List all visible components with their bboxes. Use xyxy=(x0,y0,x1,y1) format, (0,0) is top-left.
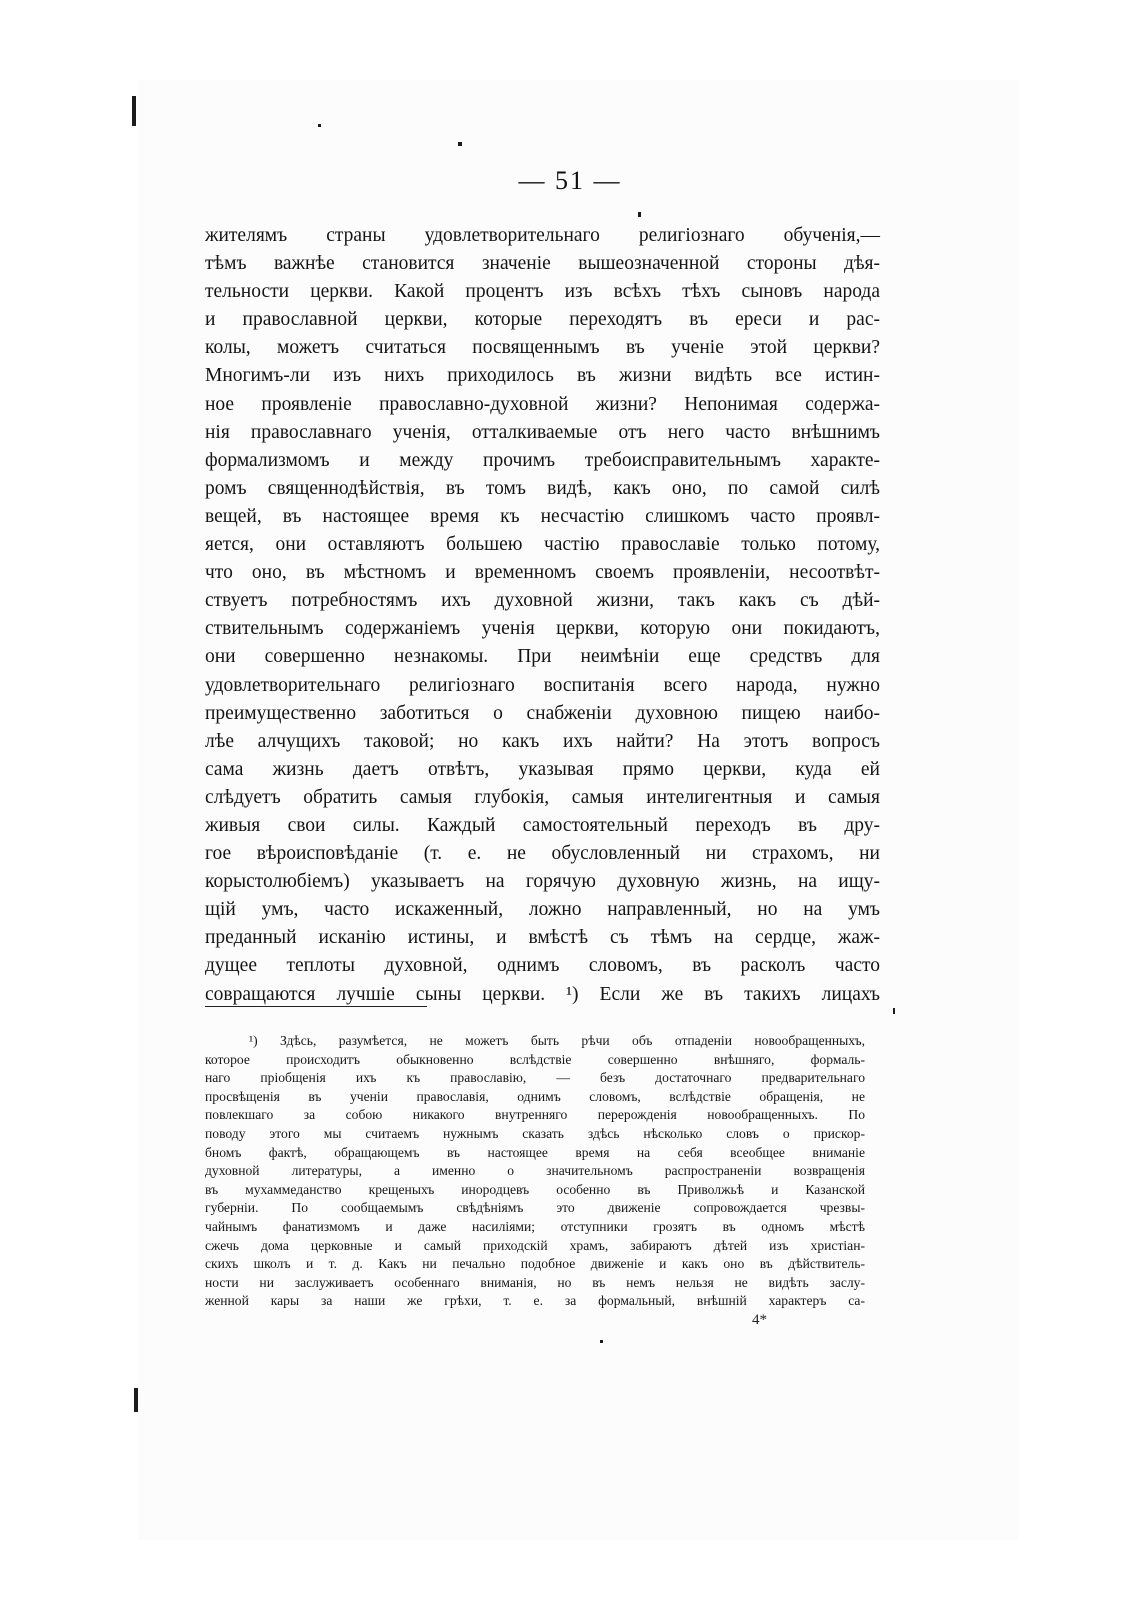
footnote-line: въ мухаммеданство крещеныхъ инородцевъ особенно въ Приволжьѣ и Казанской xyxy=(205,1181,865,1197)
text-line: сама жизнь даетъ отвѣтъ, указывая прямо церкви, куда ей xyxy=(205,758,880,780)
text-line: что оно, въ мѣстномъ и временномъ своемъ проявленіи, несоотвѣт- xyxy=(205,562,880,584)
text-line: слѣдуетъ обратить самыя глубокія, самыя интелигентныя и самыя xyxy=(205,786,880,808)
text-line: жителямъ страны удовлетворительнаго религіознаго обученія,— xyxy=(205,225,880,246)
footnote-line: наго пріобщенія ихъ къ православію, — безъ достаточнаго предварительнаго xyxy=(205,1070,865,1086)
scan-mark-bottom-left xyxy=(134,1388,138,1412)
text-line: преданный исканію истины, и вмѣстѣ съ тѣмъ на сердце, жаж- xyxy=(205,927,880,949)
scan-dot xyxy=(318,124,321,127)
text-line: совращаются лучшіе сыны церкви. ¹) Если же въ такихъ лицахъ xyxy=(205,983,880,1005)
text-line: колы, можетъ считаться посвященнымъ въ ученіе этой церкви? xyxy=(205,337,880,359)
text-line: Многимъ-ли изъ нихъ приходилось въ жизни видѣть все истин- xyxy=(205,365,880,387)
footnote-line: бномъ фактѣ, обращающемъ въ настоящее время на себя всеобщее вниманіе xyxy=(205,1144,865,1160)
footnote-line: губерніи. По сообщаемымъ свѣдѣніямъ это движеніе сопровождается чрезвы- xyxy=(205,1200,865,1216)
scan-dot xyxy=(638,212,641,217)
text-line: формализмомъ и между прочимъ требоисправительнымъ характе- xyxy=(205,449,880,471)
text-line: ствительнымъ содержаніемъ ученія церкви, которую они покидаютъ, xyxy=(205,618,880,640)
footnote-line: поводу этого мы считаемъ нужнымъ сказать здѣсь нѣсколько словъ о прискор- xyxy=(205,1125,865,1141)
footnote-line: сжечь дома церковные и самый приходскій храмъ, забираютъ дѣтей изъ христіан- xyxy=(205,1237,865,1253)
text-line: нія православнаго ученія, отталкиваемые отъ него часто внѣшнимъ xyxy=(205,421,880,443)
text-line: лѣе алчущихъ таковой; но какъ ихъ найти? На этотъ вопросъ xyxy=(205,730,880,752)
text-line: щій умъ, часто искаженный, ложно направленный, но на умъ xyxy=(205,899,880,921)
text-line: ромъ священнодѣйствія, въ томъ видѣ, какъ оно, по самой силѣ xyxy=(205,477,880,499)
footnote-line: духовной литературы, а именно о значительномъ распространеніи возвращенія xyxy=(205,1163,865,1179)
text-line: корыстолюбіемъ) указываетъ на горячую духовную жизнь, на ищу- xyxy=(205,871,880,893)
scan-dot xyxy=(458,142,462,146)
scan-dot xyxy=(893,1008,895,1014)
footnote-line: которое происходитъ обыкновенно вслѣдствіе совершенно внѣшняго, формаль- xyxy=(205,1051,865,1067)
footnote-line: женной кары за наши же грѣхи, т. е. за формальный, внѣшній характеръ са- xyxy=(205,1293,865,1309)
text-line: они совершенно незнакомы. При неимѣніи еще средствъ для xyxy=(205,646,880,668)
scan-mark-top-left xyxy=(132,96,136,126)
text-line: тѣмъ важнѣе становится значеніе вышеозначенной стороны дѣя- xyxy=(205,253,880,275)
page-number: — 51 — xyxy=(518,166,622,195)
text-line: дущее теплоты духовной, однимъ словомъ, въ расколъ часто xyxy=(205,955,880,977)
footnote-line: чайнымъ фанатизмомъ и даже насиліями; отступники грозятъ въ одномъ мѣстѣ xyxy=(205,1218,865,1234)
main-text xyxy=(205,222,880,1009)
text-line: ствуетъ потребностямъ ихъ духовной жизни, такъ какъ съ дѣй- xyxy=(205,590,880,612)
footnote xyxy=(205,1032,865,1311)
text-line: живыя свои силы. Каждый самостоятельный переходъ въ дру- xyxy=(205,814,880,836)
footnote-separator xyxy=(205,1006,427,1007)
footnote-line: ¹) Здѣсь, разумѣется, не можетъ быть рѣчи объ отпаденіи новообращенныхъ, xyxy=(249,1033,865,1048)
scan-dot xyxy=(600,1340,603,1343)
text-line: ное проявленіе православно-духовной жизни? Непонимая содержа- xyxy=(205,393,880,415)
footnote-line: скихъ школъ и т. д. Какъ ни печально подобное движеніе и какъ оно въ дѣйствитель- xyxy=(205,1256,865,1272)
footnote-line: просвѣщенія въ ученіи православія, однимъ словомъ, вслѣдствіе обращенія, не xyxy=(205,1088,865,1104)
footnote-line: повлекшаго за собою никакого внутренняго перерожденія новообращенныхъ. По xyxy=(205,1107,865,1123)
text-line: удовлетворительнаго религіознаго воспитанія всего народа, нужно xyxy=(205,674,880,696)
footnote-line: ности ни заслуживаетъ особеннаго вниманія, но въ немъ нельзя не видѣть заслу- xyxy=(205,1274,865,1290)
text-line: тельности церкви. Какой процентъ изъ всѣхъ тѣхъ сыновъ народа xyxy=(205,281,880,303)
text-line: преимущественно заботиться о снабженіи духовною пищею наибо- xyxy=(205,702,880,724)
text-line: яется, они оставляютъ большею частію православіе только потому, xyxy=(205,534,880,556)
signature-mark: 4* xyxy=(752,1312,767,1328)
text-line: и православной церкви, которые переходятъ въ ереси и рас- xyxy=(205,309,880,331)
text-line: вещей, въ настоящее время къ несчастію слишкомъ часто проявл- xyxy=(205,505,880,527)
text-line: гое вѣроисповѣданіе (т. е. не обусловленный ни страхомъ, ни xyxy=(205,843,880,865)
